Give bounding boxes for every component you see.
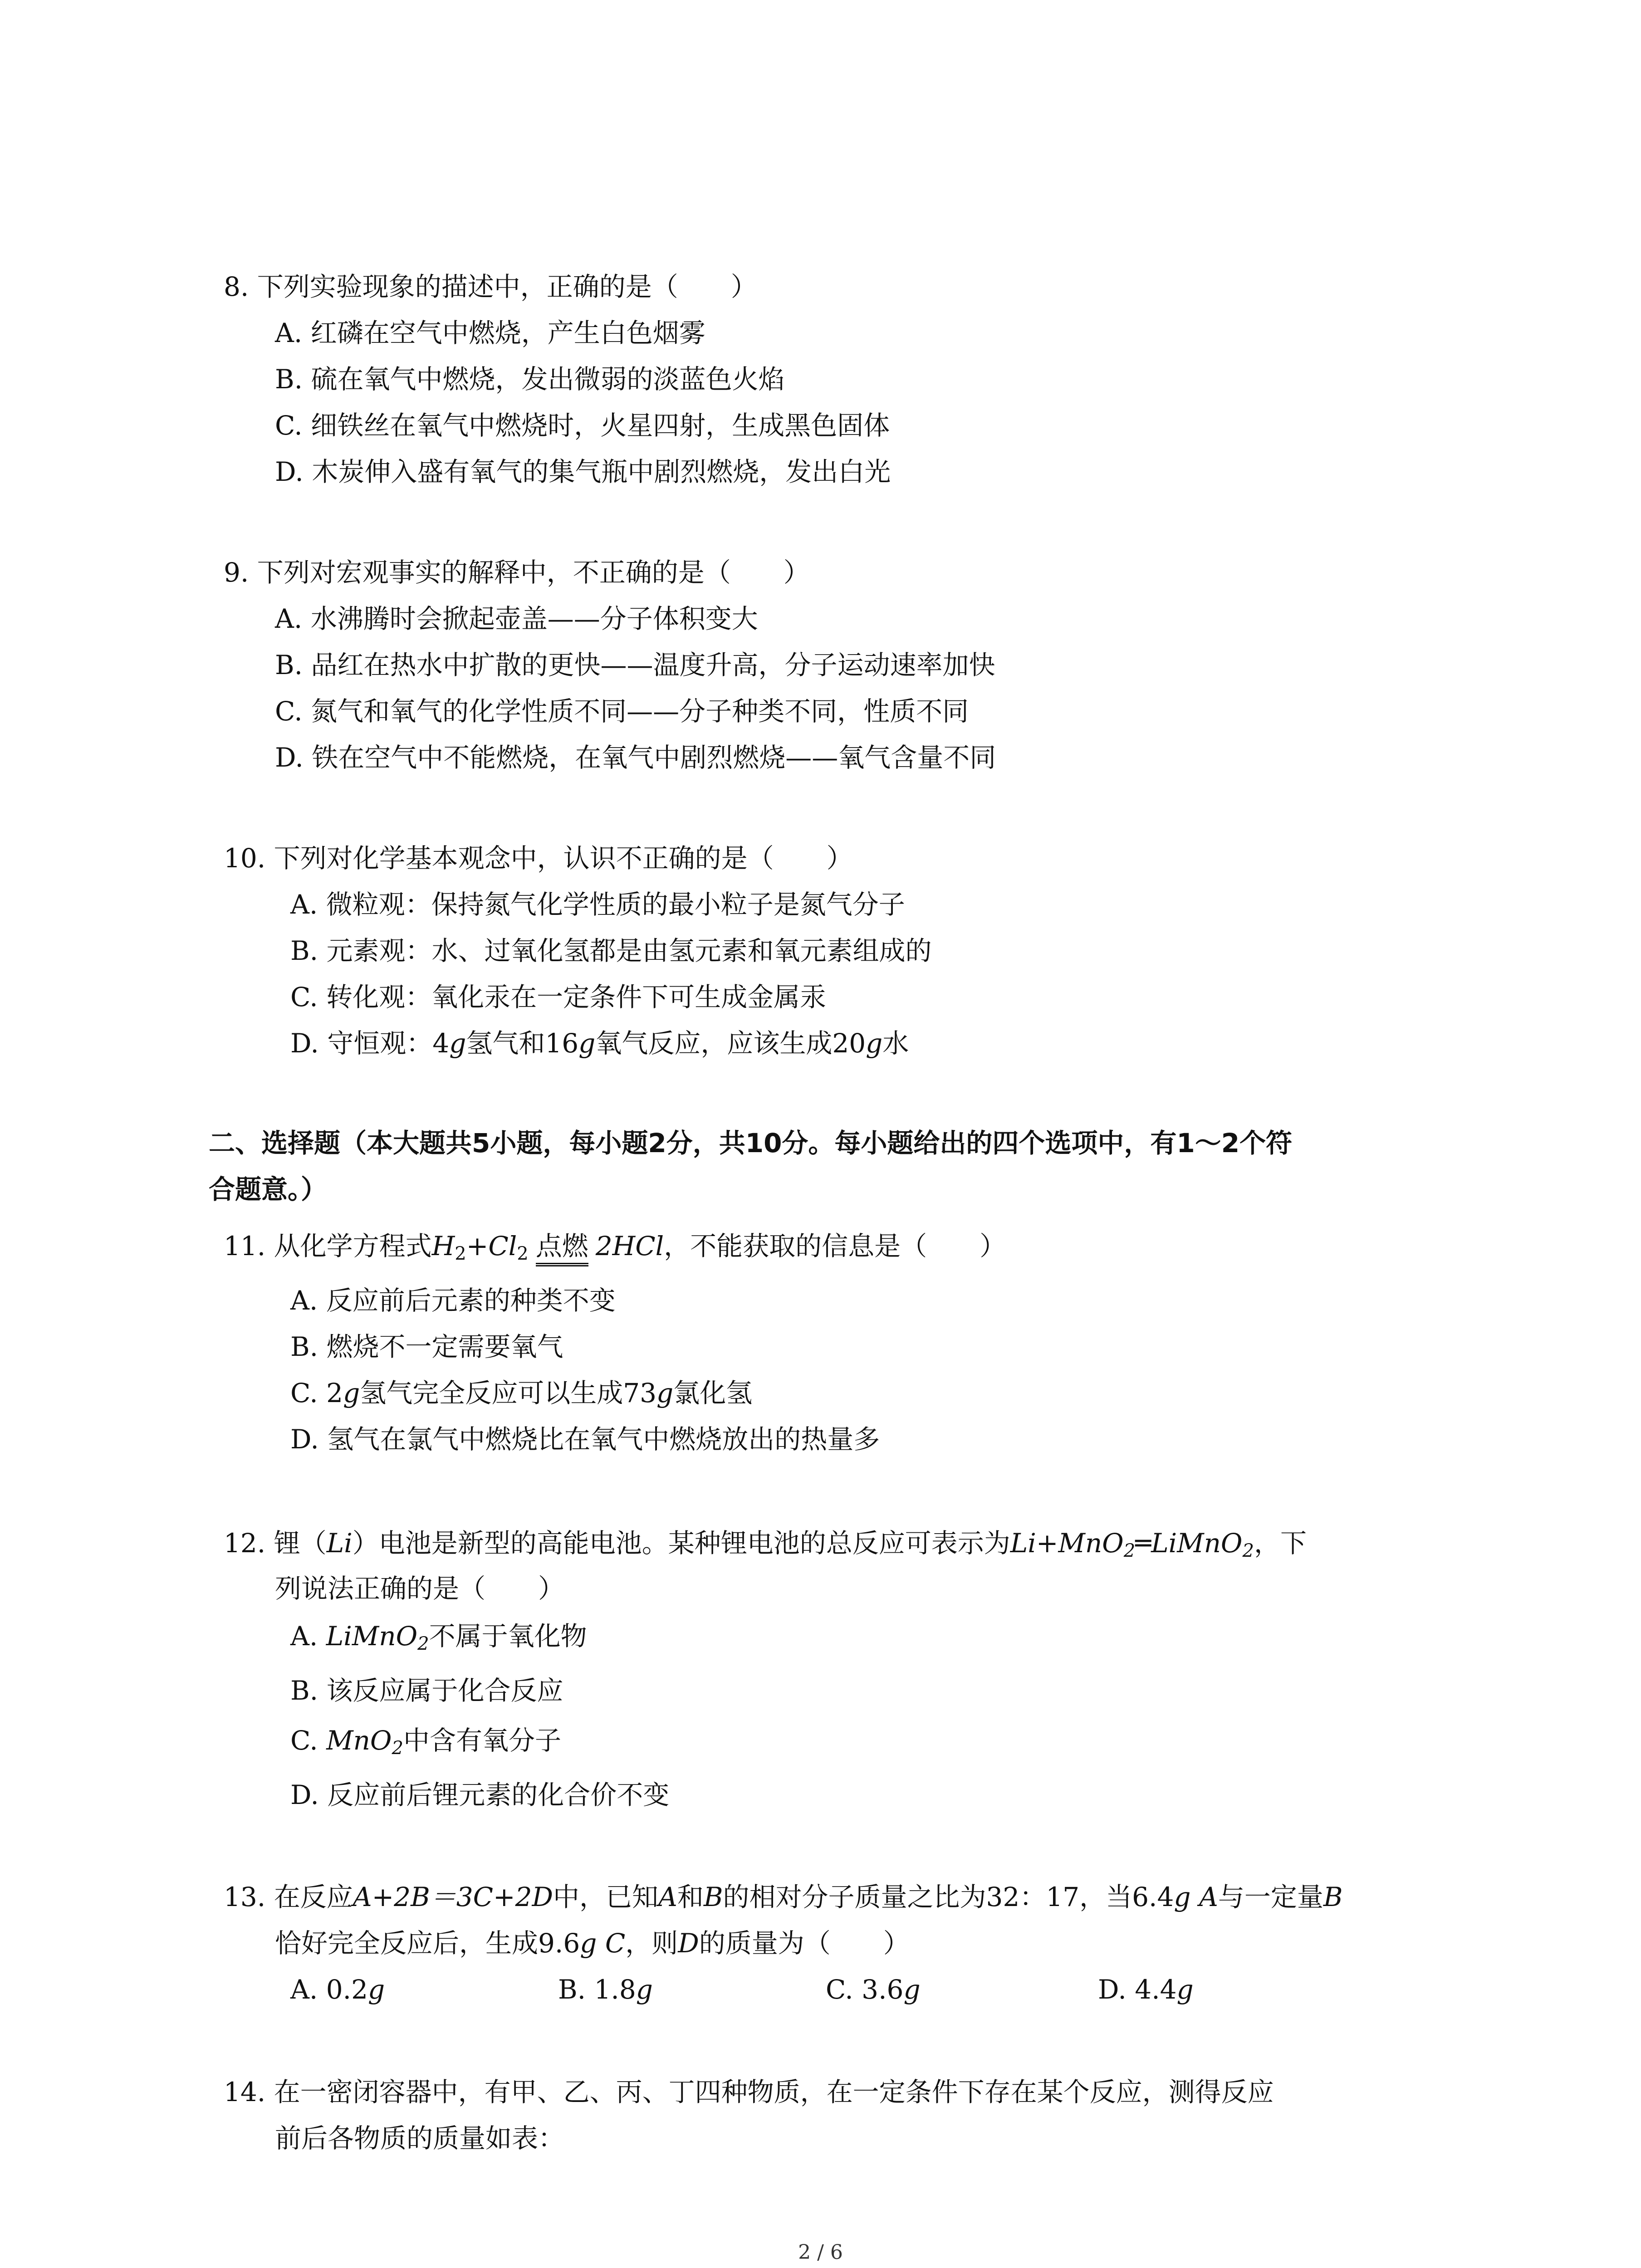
q11-stem: 11. 从化学方程式$H_2+Cl_2$ 点燃 2HCl，不能获取的信息是（ ） <box>224 1229 1006 1263</box>
q9-option-d: D. 铁在空气中不能燃烧，在氧气中剧烈燃烧——氧气含量不同 <box>275 742 996 773</box>
q10-option-b: B. 元素观：水、过氧化氢都是由氢元素和氧元素组成的 <box>290 935 932 966</box>
q8-option-b: B. 硫在氧气中燃烧，发出微弱的淡蓝色火焰 <box>275 364 785 395</box>
q12-option-c: C. MnO$_2$中含有氧分子 <box>290 1725 561 1759</box>
q13-option-b: B. 1.8g <box>558 1974 653 2005</box>
q13-option-d: D. 4.4g <box>1098 1974 1194 2005</box>
q9-option-a: A. 水沸腾时会掀起壶盖——分子体积变大 <box>275 603 758 634</box>
q13-stem-continued: 恰好完全反应后，生成9.6g C，则D的质量为（ ） <box>275 1928 910 1959</box>
q14-stem-continued: 前后各物质的质量如表： <box>275 2123 565 2154</box>
q12-option-d: D. 反应前后锂元素的化合价不变 <box>290 1779 670 1810</box>
page-number: 2 / 6 <box>798 2241 843 2264</box>
q14-stem: 14. 在一密闭容器中，有甲、乙、丙、丁四种物质，在一定条件下存在某个反应，测得反应 <box>224 2077 1274 2107</box>
q13-stem: 13. 在反应A+2B＝3C+2D中，已知A和B的相对分子质量之比为32：17，当6.4g A与一定量B <box>224 1882 1343 1912</box>
q10-option-d: D. 守恒观：4g氢气和16g氧气反应，应该生成20g水 <box>290 1028 909 1059</box>
q8-option-d: D. 木炭伸入盛有氧气的集气瓶中剧烈燃烧，发出白光 <box>275 456 891 487</box>
q8-option-a: A. 红磷在空气中燃烧，产生白色烟雾 <box>275 318 705 348</box>
section2-heading-line2: 合题意。） <box>209 1174 328 1205</box>
q9-option-c: C. 氮气和氧气的化学性质不同——分子种类不同，性质不同 <box>275 696 969 727</box>
q12-stem-continued: 列说法正确的是（ ） <box>275 1573 565 1604</box>
q8-option-c: C. 细铁丝在氧气中燃烧时，火星四射，生成黑色固体 <box>275 410 890 441</box>
q11-option-a: A. 反应前后元素的种类不变 <box>290 1285 616 1316</box>
q13-option-a: A. 0.2g <box>290 1974 385 2005</box>
q10-option-a: A. 微粒观：保持氮气化学性质的最小粒子是氮气分子 <box>290 889 905 920</box>
q10-option-c: C. 转化观：氧化汞在一定条件下可生成金属汞 <box>290 982 827 1012</box>
q12-stem: 12. 锂（Li）电池是新型的高能电池。某种锂电池的总反应可表示为Li+MnO$_2$═LiMnO$_2$，下 <box>224 1528 1307 1561</box>
q9-option-b: B. 品红在热水中扩散的更快——温度升高，分子运动速率加快 <box>275 650 995 680</box>
q11-option-d: D. 氢气在氯气中燃烧比在氧气中燃烧放出的热量多 <box>290 1424 880 1455</box>
q13-option-c: C. 3.6g <box>826 1974 921 2005</box>
q11-option-c: C. 2g氢气完全反应可以生成73g氯化氢 <box>290 1378 753 1408</box>
q12-option-b: B. 该反应属于化合反应 <box>290 1675 563 1706</box>
q11-option-b: B. 燃烧不一定需要氧气 <box>290 1331 563 1362</box>
q10-stem: 10. 下列对化学基本观念中，认识不正确的是（ ） <box>224 843 853 874</box>
section2-heading-line1: 二、选择题（本大题共5小题，每小题2分，共10分。每小题给出的四个选项中，有1～2个符 <box>209 1128 1293 1158</box>
q9-stem: 9. 下列对宏观事实的解释中，不正确的是（ ） <box>224 557 810 588</box>
q8-stem: 8. 下列实验现象的描述中，正确的是（ ） <box>224 271 757 302</box>
reaction-condition: 点燃 <box>536 1229 588 1263</box>
q12-option-a: A. LiMnO$_2$不属于氧化物 <box>290 1621 587 1654</box>
